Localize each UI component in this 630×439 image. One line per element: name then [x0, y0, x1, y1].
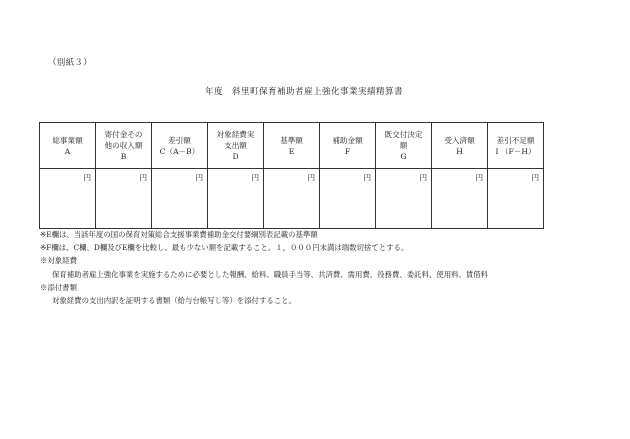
- header-donations-other-income: 寄付金その 他の収入額 B: [96, 123, 152, 169]
- note-target-heading: ※対象経費: [40, 256, 77, 266]
- header-received-amount: 受入済額 H: [432, 123, 488, 169]
- note-column-e: ※E欄は、当該年度の国の保育対策総合支援事業費補助金交付要綱別表記載の基準額: [40, 230, 318, 239]
- cell-i-amount[interactable]: [488, 169, 544, 229]
- settlement-table: [39, 122, 544, 229]
- notes-section: [40, 228, 615, 307]
- yen-unit: 円: [195, 173, 203, 182]
- table-row: [40, 169, 544, 229]
- yen-unit: 円: [83, 173, 91, 182]
- header-shortfall-amount: 差引不足額 I （F－H）: [488, 123, 544, 169]
- title-text: 斜里町保育補助者雇上強化事業実績精算書: [232, 87, 404, 97]
- note-attachment-body: 対象経費の支出内訳を証明する書類（給与台帳写し等）を添付すること。: [52, 296, 296, 306]
- header-standard-amount: 基準額 E: [264, 123, 320, 169]
- note-column-f: ※F欄は、C欄、D欄及びE欄を比較し、最も少ない額を記載すること。１，０００円未満は端数切捨てとする。: [40, 243, 409, 253]
- cell-g-amount[interactable]: [376, 169, 432, 229]
- cell-f-amount[interactable]: [320, 169, 376, 229]
- cell-b-amount[interactable]: [96, 169, 152, 229]
- annex-label: （別紙３）: [48, 58, 93, 68]
- yen-unit: 円: [251, 173, 259, 182]
- cell-h-amount[interactable]: [432, 169, 488, 229]
- note-attachment-heading: ※添付書類: [40, 282, 77, 292]
- yen-unit: 円: [531, 173, 539, 182]
- header-difference-c: 差引額 C（A－B）: [152, 123, 208, 169]
- header-total-project-cost: 総事業額 A: [40, 123, 96, 169]
- yen-unit: 円: [363, 173, 371, 182]
- note-target-body: 保育補助者雇上強化事業を実施するために必要とした報酬、給料、職員手当等、共済費、需用費、役務費、委託料、使用料、賃借料: [52, 269, 489, 279]
- cell-e-amount[interactable]: [264, 169, 320, 229]
- yen-unit: 円: [419, 173, 427, 182]
- cell-c-amount[interactable]: [152, 169, 208, 229]
- yen-unit: 円: [139, 173, 147, 182]
- document-title: [205, 85, 403, 97]
- header-subsidy-amount: 補助金額 F: [320, 123, 376, 169]
- cell-a-amount[interactable]: [40, 169, 96, 229]
- header-prior-grant-decision: 既交付決定 額 G: [376, 123, 432, 169]
- title-year: 年度: [205, 87, 224, 97]
- cell-d-amount[interactable]: [208, 169, 264, 229]
- yen-unit: 円: [475, 173, 483, 182]
- table-header-row: [40, 123, 544, 169]
- header-actual-expenditure: 対象経費実 支出額 D: [208, 123, 264, 169]
- yen-unit: 円: [307, 173, 315, 182]
